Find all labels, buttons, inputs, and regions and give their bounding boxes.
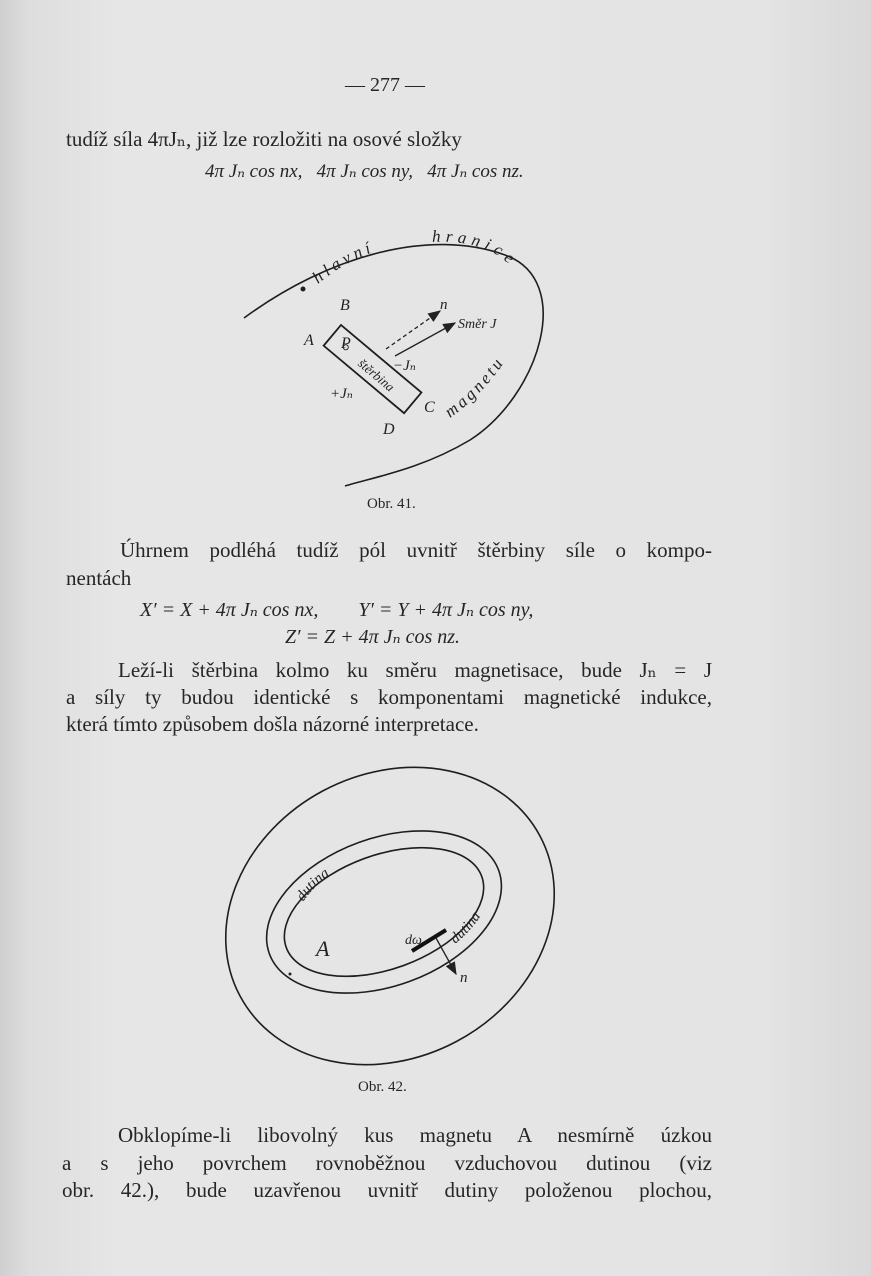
label-plus-Jn: +Jₙ xyxy=(330,386,353,402)
text-line: a síly ty budou identické s komponentami magnetické indukce, xyxy=(66,685,712,709)
dot xyxy=(289,973,292,976)
text-line: Úhrnem podléhá tudíž pól uvnitř štěrbiny síle o kompo- xyxy=(120,538,712,562)
label-n: n xyxy=(440,297,448,313)
equation-line: Z′ = Z + 4π Jₙ cos nz. xyxy=(285,626,461,648)
label-hlavni: hlavní xyxy=(308,237,377,288)
figure-42-caption: Obr. 42. xyxy=(358,1079,407,1095)
direction-J-arrow xyxy=(395,323,455,356)
text-line: obr. 42.), bude uzavřenou uvnitř dutiny položenou plochou, xyxy=(62,1178,712,1202)
page-number: — 277 — xyxy=(345,74,425,96)
outer-ellipse xyxy=(220,760,580,1075)
label-sterbina: štěrbina xyxy=(355,355,398,395)
label-dutina-1: dutina xyxy=(293,865,333,905)
label-B: B xyxy=(340,297,350,314)
figure-41-caption: Obr. 41. xyxy=(367,496,416,512)
label-C: C xyxy=(424,399,435,416)
label-n: n xyxy=(460,970,468,986)
normal-n-arrow xyxy=(386,311,440,349)
label-D: D xyxy=(383,421,395,438)
label-A: A xyxy=(316,936,330,961)
text-line: Obklopíme-li libovolný kus magnetu A nesmírně úzkou xyxy=(118,1123,712,1147)
figure-41 xyxy=(230,215,560,495)
text-line: tudíž síla 4πJₙ, již lze rozložiti na osové složky xyxy=(66,127,462,151)
label-dutina-2: dutina xyxy=(447,909,485,947)
label-domega: dω xyxy=(405,933,422,948)
label-A: A xyxy=(304,332,314,349)
text-line: která tímto způsobem došla názorné interpretace. xyxy=(66,712,479,736)
cavity-outer-ellipse xyxy=(244,801,524,1024)
label-smer-J: Směr J xyxy=(458,317,497,332)
label-hranice: hranice xyxy=(431,226,523,271)
text-line: Leží-li štěrbina kolmo ku směru magnetisace, bude Jₙ = J xyxy=(118,658,712,682)
text-line: nentách xyxy=(66,566,132,590)
label-P: P xyxy=(341,335,351,352)
figure-42 xyxy=(220,760,580,1075)
equation-line: X′ = X + 4π Jₙ cos nx, Y′ = Y + 4π Jₙ cos ny, xyxy=(140,599,534,621)
boundary-dot xyxy=(301,287,306,292)
label-minus-Jn: −Jₙ xyxy=(393,358,416,374)
text-line: a s jeho povrchem rovnoběžnou vzduchovou dutinou (viz xyxy=(62,1151,712,1175)
formula-line: 4π Jₙ cos nx, 4π Jₙ cos ny, 4π Jₙ cos nz. xyxy=(205,161,524,182)
label-magnetu: magnetu xyxy=(440,352,509,422)
